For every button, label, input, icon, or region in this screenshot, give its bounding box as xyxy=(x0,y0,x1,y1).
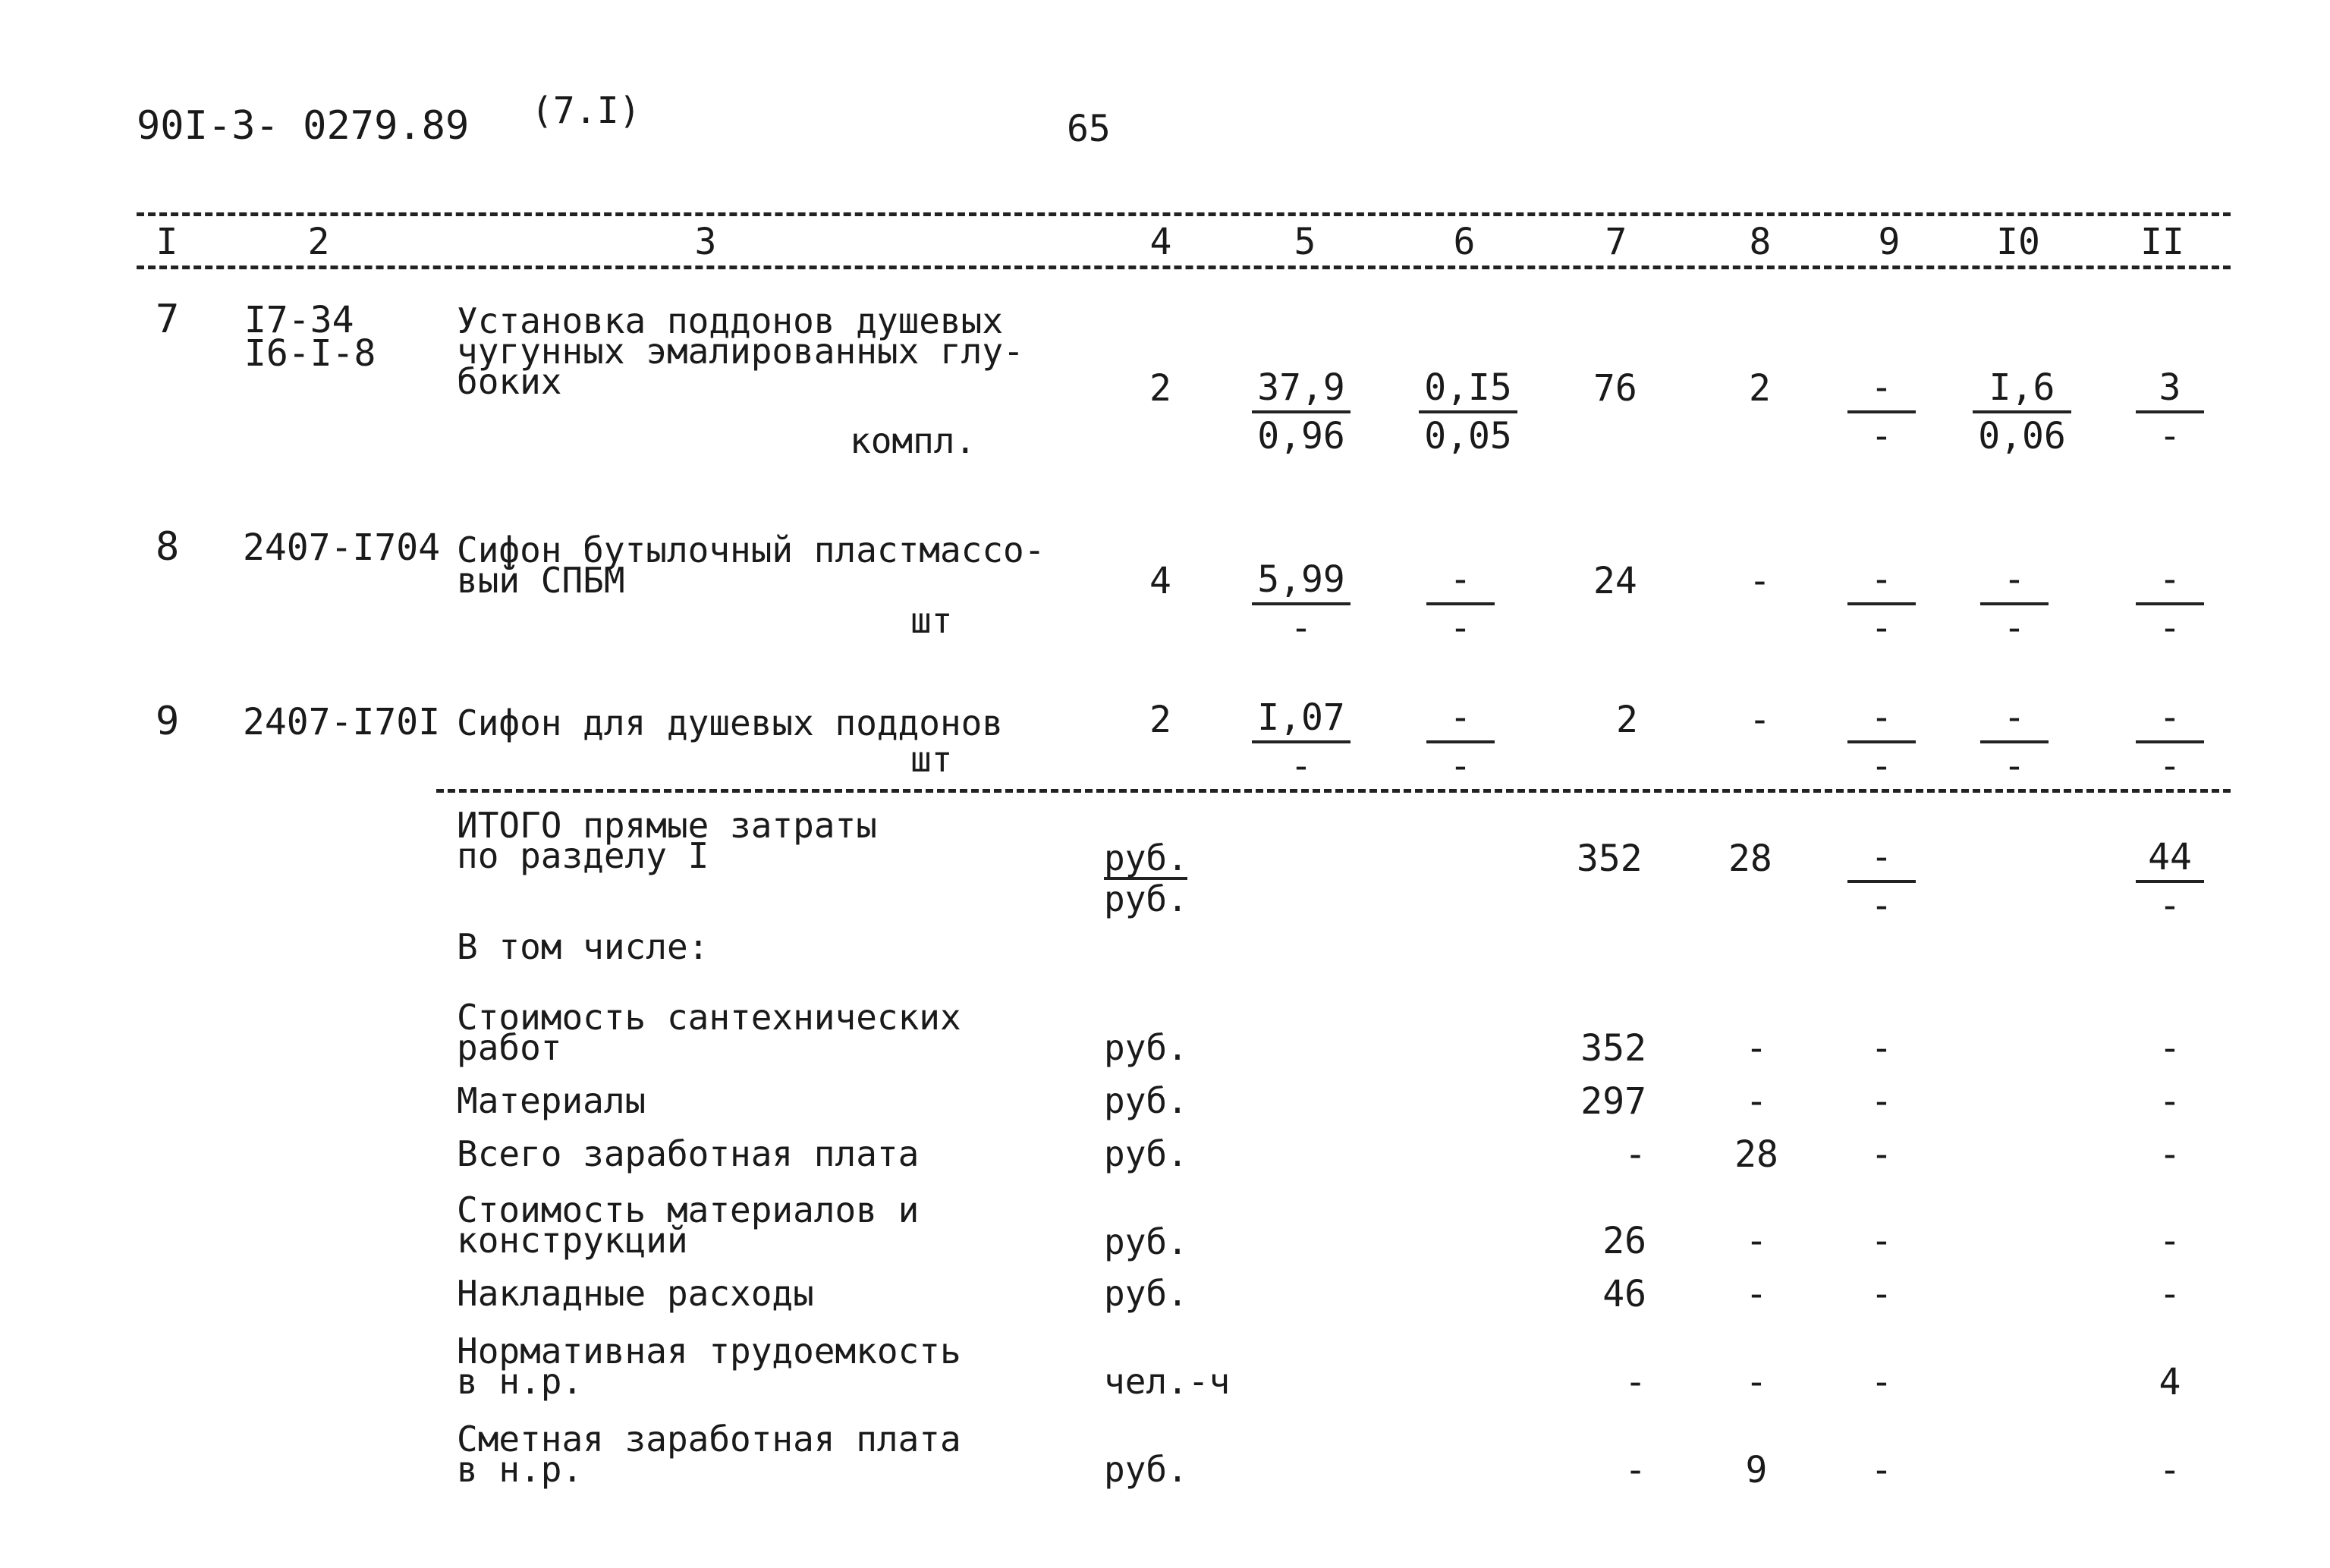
col-header-1: I xyxy=(156,221,178,263)
row-unit: шт xyxy=(910,739,953,780)
row-col10-fraction: - - xyxy=(1980,561,2049,646)
row-col10-fraction: I,6 0,06 xyxy=(1973,369,2071,454)
including-label: В том числе: xyxy=(457,926,709,967)
breakdown-col9: - xyxy=(1870,1361,1893,1403)
breakdown-label: работ xyxy=(457,1027,562,1068)
row-description: Сифон бутылочный пластмассо- xyxy=(457,529,1046,570)
row-code: I6-I-8 xyxy=(244,332,376,375)
breakdown-label: Материалы xyxy=(457,1080,646,1121)
row-quantity: 4 xyxy=(1149,560,1171,602)
row-col9-fraction: - - xyxy=(1847,561,1916,646)
row-col8: - xyxy=(1749,699,1771,741)
breakdown-unit: руб. xyxy=(1104,1133,1188,1174)
breakdown-unit: руб. xyxy=(1104,1080,1188,1121)
table-top-rule xyxy=(137,212,2231,216)
row-number: 7 xyxy=(156,297,180,342)
total-col9-fraction: - - xyxy=(1847,839,1916,924)
breakdown-col11: 4 xyxy=(2159,1361,2181,1403)
total-col7: 352 xyxy=(1577,837,1643,880)
breakdown-col7: 46 xyxy=(1602,1273,1646,1315)
col-header-5: 5 xyxy=(1294,221,1316,263)
breakdown-label: в н.р. xyxy=(457,1449,583,1490)
row-col9-fraction: - - xyxy=(1847,369,1916,454)
breakdown-col8: - xyxy=(1745,1273,1768,1315)
breakdown-col7: 352 xyxy=(1580,1027,1646,1070)
breakdown-label: Стоимость сантехнических xyxy=(457,997,961,1038)
col-header-8: 8 xyxy=(1749,221,1772,263)
row-col11-fraction: - - xyxy=(2136,561,2204,646)
row-number: 8 xyxy=(156,524,180,570)
total-label: по разделу I xyxy=(457,835,709,876)
breakdown-label: Сметная заработная плата xyxy=(457,1419,961,1460)
row-number: 9 xyxy=(156,699,180,744)
breakdown-label: Стоимость материалов и xyxy=(457,1189,920,1230)
row-quantity: 2 xyxy=(1149,699,1171,741)
row-description: вый СПБМ xyxy=(457,560,625,601)
row-description: Сифон для душевых поддонов xyxy=(457,702,1004,743)
total-separator-rule xyxy=(436,789,2231,793)
row-code: I7-34 xyxy=(244,299,354,341)
breakdown-col7: 297 xyxy=(1580,1080,1646,1123)
row-col11-fraction: - - xyxy=(2136,699,2204,784)
breakdown-col7: - xyxy=(1624,1133,1646,1176)
breakdown-col8: 28 xyxy=(1734,1133,1778,1176)
row-col5-fraction: I,07 - xyxy=(1252,699,1351,784)
breakdown-unit: руб. xyxy=(1104,1449,1188,1490)
breakdown-col7: - xyxy=(1624,1361,1646,1403)
total-col8: 28 xyxy=(1728,837,1772,880)
row-description: Установка поддонов душевых xyxy=(457,300,1004,341)
breakdown-col7: - xyxy=(1624,1449,1646,1491)
row-code: 2407-I70I xyxy=(243,701,441,743)
row-quantity: 2 xyxy=(1149,367,1171,410)
total-col11-fraction: 44 - xyxy=(2136,839,2204,924)
col-header-10: I0 xyxy=(1996,221,2040,263)
col-header-9: 9 xyxy=(1878,221,1901,263)
row-col5-fraction: 5,99 - xyxy=(1252,561,1351,646)
breakdown-col9: - xyxy=(1870,1273,1893,1315)
col-header-3: 3 xyxy=(694,221,717,263)
breakdown-col11: - xyxy=(2159,1273,2181,1315)
row-code: 2407-I704 xyxy=(243,526,441,569)
col-header-11: II xyxy=(2140,221,2184,263)
breakdown-col8: 9 xyxy=(1745,1449,1768,1491)
row-col6-fraction: - - xyxy=(1426,699,1495,784)
breakdown-col9: - xyxy=(1870,1027,1893,1070)
breakdown-unit: руб. xyxy=(1104,1027,1188,1068)
breakdown-unit: чел.-ч xyxy=(1104,1361,1231,1402)
col-header-2: 2 xyxy=(307,221,330,263)
row-col9-fraction: - - xyxy=(1847,699,1916,784)
header-bottom-rule xyxy=(137,266,2231,269)
row-col10-fraction: - - xyxy=(1980,699,2049,784)
row-col7: 24 xyxy=(1593,560,1637,602)
breakdown-col8: - xyxy=(1745,1361,1768,1403)
row-col11-fraction: 3 - xyxy=(2136,369,2204,454)
breakdown-col11: - xyxy=(2159,1080,2181,1123)
breakdown-col11: - xyxy=(2159,1449,2181,1491)
breakdown-col8: - xyxy=(1745,1220,1768,1262)
breakdown-col11: - xyxy=(2159,1027,2181,1070)
row-unit: шт xyxy=(910,600,953,641)
breakdown-label: в н.р. xyxy=(457,1361,583,1402)
row-col5-fraction: 37,9 0,96 xyxy=(1252,369,1351,454)
col-header-7: 7 xyxy=(1605,221,1627,263)
row-description: чугунных эмалированных глу- xyxy=(457,331,1024,372)
breakdown-label: Нормативная трудоемкость xyxy=(457,1331,961,1372)
row-col8: - xyxy=(1749,560,1771,602)
document-code: 90I-3- 0279.89 xyxy=(137,103,470,149)
breakdown-label: Всего заработная плата xyxy=(457,1133,920,1174)
breakdown-col9: - xyxy=(1870,1220,1893,1262)
breakdown-col9: - xyxy=(1870,1080,1893,1123)
row-col6-fraction: - - xyxy=(1426,561,1495,646)
row-unit: компл. xyxy=(850,420,976,461)
row-col8: 2 xyxy=(1749,367,1771,410)
sheet-number: (7.I) xyxy=(531,90,641,132)
page-number: 65 xyxy=(1067,108,1111,150)
total-unit-fraction: руб. руб. xyxy=(1104,837,1188,919)
breakdown-label: конструкций xyxy=(457,1220,688,1261)
col-header-6: 6 xyxy=(1453,221,1476,263)
breakdown-unit: руб. xyxy=(1104,1221,1188,1262)
row-col7: 76 xyxy=(1593,367,1637,410)
total-label: ИТОГО прямые затраты xyxy=(457,805,877,846)
breakdown-label: Накладные расходы xyxy=(457,1273,814,1314)
breakdown-unit: руб. xyxy=(1104,1273,1188,1314)
breakdown-col11: - xyxy=(2159,1220,2181,1262)
breakdown-col8: - xyxy=(1745,1027,1768,1070)
breakdown-col8: - xyxy=(1745,1080,1768,1123)
breakdown-col11: - xyxy=(2159,1133,2181,1176)
row-description: боких xyxy=(457,361,562,402)
breakdown-col9: - xyxy=(1870,1133,1893,1176)
breakdown-col9: - xyxy=(1870,1449,1893,1491)
col-header-4: 4 xyxy=(1149,221,1172,263)
row-col6-fraction: 0,I5 0,05 xyxy=(1419,369,1517,454)
breakdown-col7: 26 xyxy=(1602,1220,1646,1262)
row-col7: 2 xyxy=(1616,699,1638,741)
